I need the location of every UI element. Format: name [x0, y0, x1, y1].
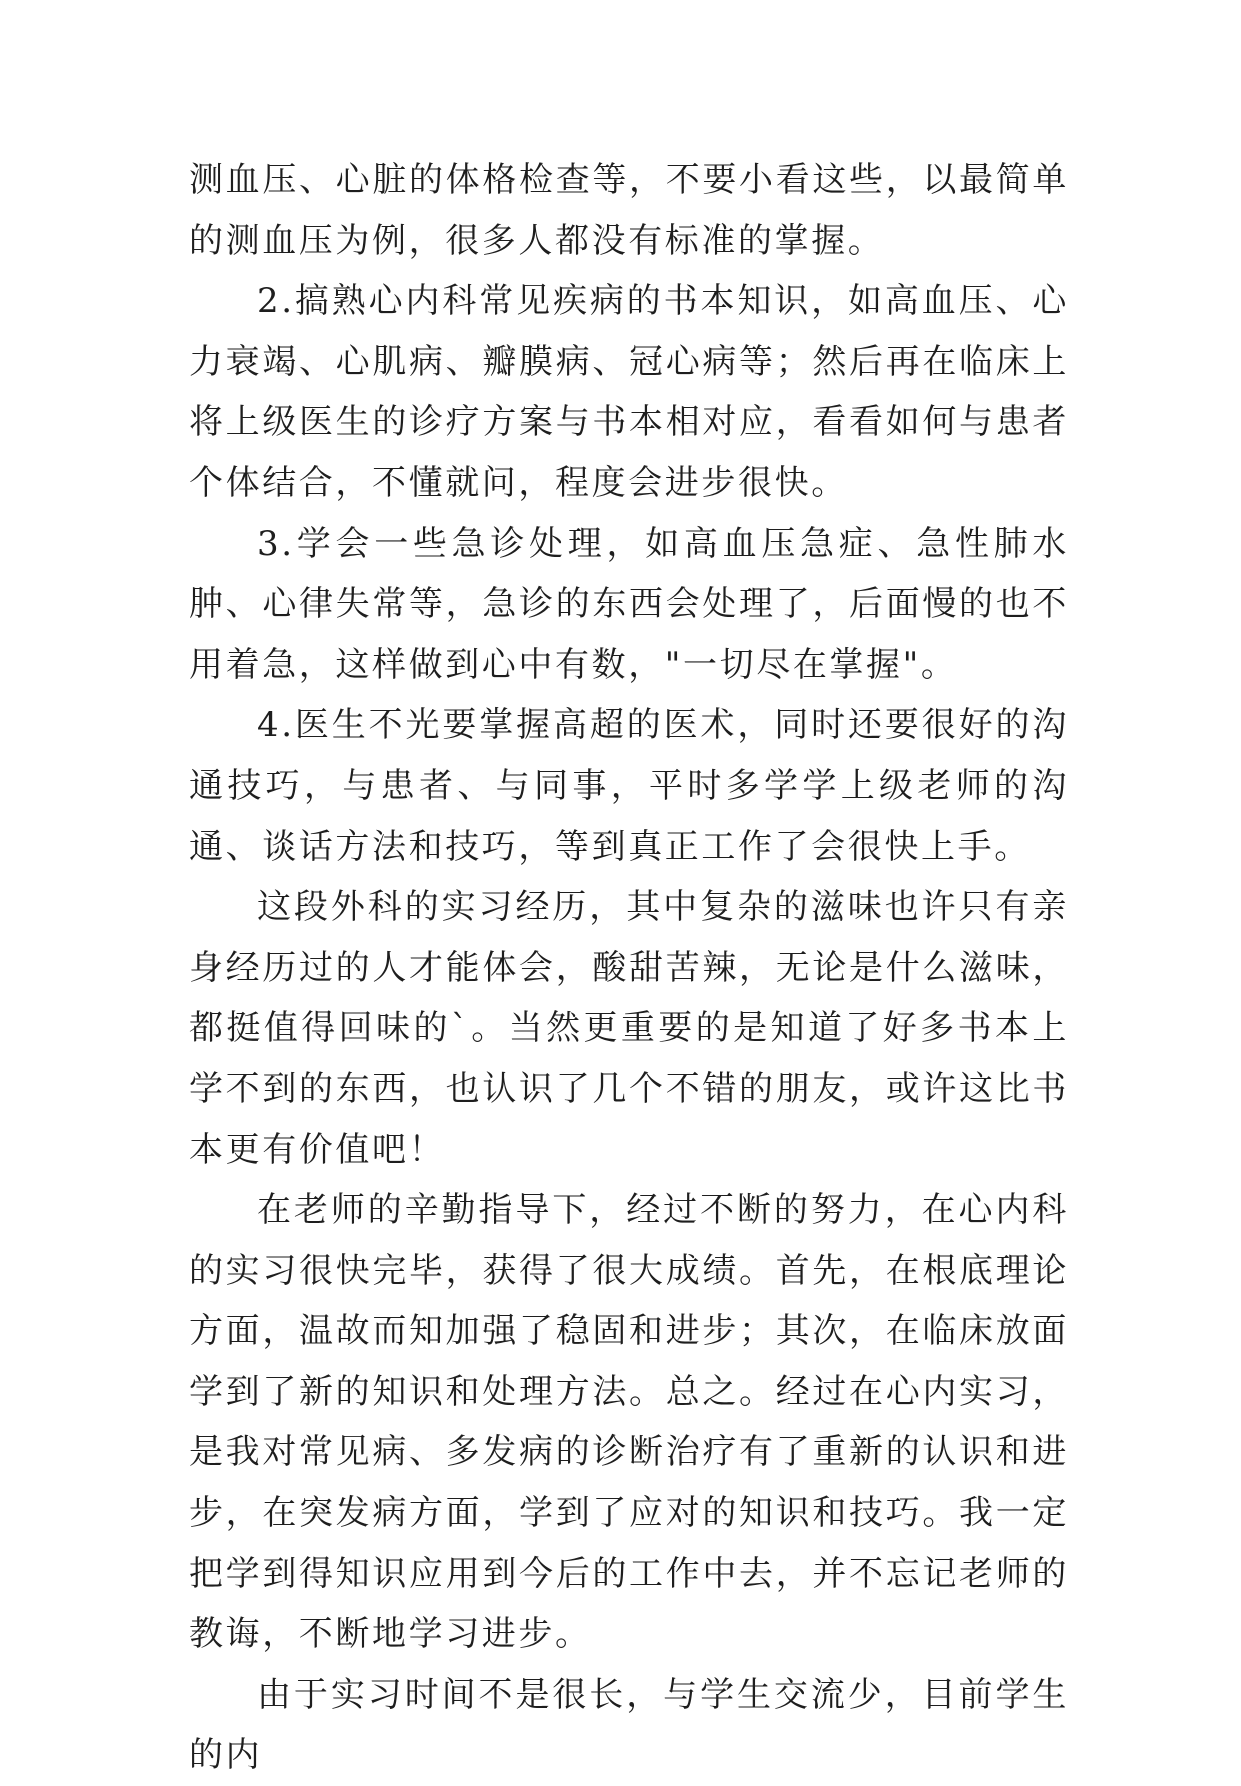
paragraph-2: 2.搞熟心内科常见疾病的书本知识，如高血压、心力衰竭、心肌病、瓣膜病、冠心病等；然后再在临床上将上级医生的诊疗方案与书本相对应，看看如何与患者个体结合，不懂就问，程度会进步很快。 [189, 281, 1069, 503]
paragraph-1: 测血压、心脏的体格检查等，不要小看这些，以最简单的测血压为例，很多人都没有标准的掌握。 [189, 160, 1069, 261]
paragraph-3: 3.学会一些急诊处理，如高血压急症、急性肺水肿、心律失常等，急诊的东西会处理了，后面慢的也不用着急，这样做到心中有数，"一切尽在掌握"。 [189, 523, 1069, 685]
paragraph-4: 4.医生不光要掌握高超的医术，同时还要很好的沟通技巧，与患者、与同事，平时多学学上级老师的沟通、谈话方法和技巧，等到真正工作了会很快上手。 [189, 705, 1069, 867]
paragraph-7: 由于实习时间不是很长，与学生交流少，目前学生的内 [189, 1674, 1069, 1776]
paragraph-6: 在老师的辛勤指导下，经过不断的努力，在心内科的实习很快完毕，获得了很大成绩。首先，在根底理论方面，温故而知加强了稳固和进步；其次，在临床放面学到了新的知识和处理方法。总之。经过在心内实习，是我对常见病、多发病的诊断治疗有了重新的认识和进步，在突发病方面，学到了应对的知识和技巧。我一定把学到得知识应用到今后的工作中去，并不忘记老师的教诲，不断地学习进步。 [189, 1190, 1069, 1655]
paragraph-5: 这段外科的实习经历，其中复杂的滋味也许只有亲身经历过的人才能体会，酸甜苦辣，无论是什么滋味，都挺值得回味的`。当然更重要的是知道了好多书本上学不到的东西，也认识了几个不错的朋友，或许这比书本更有价值吧！ [189, 887, 1069, 1170]
document-body [189, 150, 1069, 1786]
